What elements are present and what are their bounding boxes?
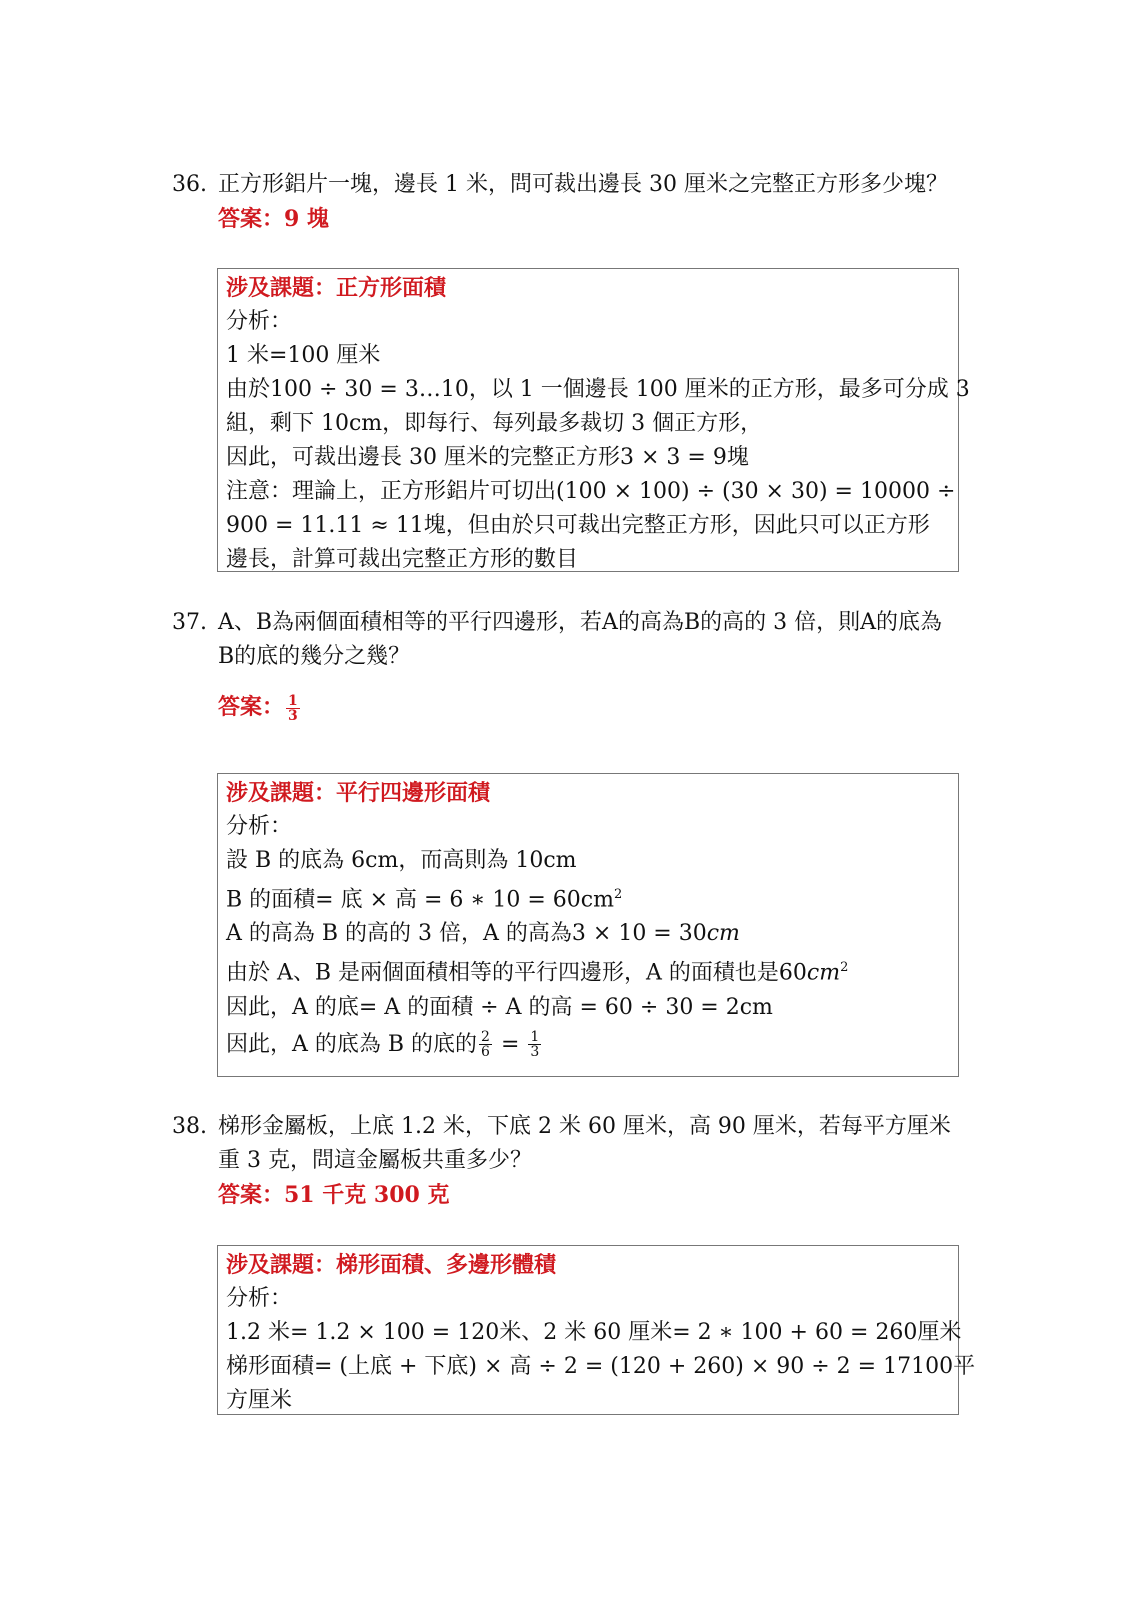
- analysis-line: 組，剩下 10cm，即每行、每列最多裁切 3 個正方形，: [226, 411, 763, 436]
- analysis-label: 分析：: [226, 309, 293, 334]
- question-text: 正方形鋁片一塊，邊長 1 米，問可裁出邊長 30 厘米之完整正方形多少塊？: [218, 172, 948, 197]
- superscript: 2: [840, 960, 849, 976]
- analysis-box-38: [217, 1245, 976, 1415]
- question-text-line-1: A、B為兩個面積相等的平行四邊形，若A的高為B的高的 3 倍，則A的底為: [218, 610, 942, 635]
- fraction-denominator: 3: [530, 1044, 540, 1061]
- answer-label: 答案：: [218, 694, 285, 720]
- unit: cm: [706, 921, 740, 947]
- analysis-line: 1.2 米= 1.2 × 100 = 120米、2 米 60 厘米= 2 ∗ 100 + 60 = 260厘米: [226, 1320, 962, 1345]
- topic-heading: 涉及課題：平行四邊形面積: [226, 780, 491, 806]
- question-number: 38.: [172, 1114, 207, 1139]
- fraction-numerator: 1: [288, 692, 298, 709]
- fraction-denominator: 3: [288, 707, 298, 724]
- topic-heading: 涉及課題：梯形面積、多邊形體積: [226, 1252, 557, 1278]
- line-text: 由於 A、B 是兩個面積相等的平行四邊形，A 的面積也是60: [226, 960, 807, 986]
- analysis-box-37: [217, 773, 959, 1077]
- superscript: 2: [613, 887, 623, 902]
- line-text: B 的面積= 底 × 高 = 6 ∗ 10 = 60cm: [226, 887, 614, 913]
- analysis-line: [226, 878, 950, 917]
- question-36: [172, 168, 952, 236]
- analysis-line: 1 米=100 厘米: [226, 343, 381, 368]
- analysis-line: 注意：理論上，正方形鋁片可切出(100 × 100) ÷ (30 × 30) = 10000 ÷: [226, 479, 956, 504]
- analysis-line: [226, 1025, 950, 1065]
- question-text-line-2: 重 3 克，問這金屬板共重多少？: [218, 1148, 532, 1173]
- analysis-label: 分析：: [226, 1286, 293, 1311]
- analysis-line: 由於100 ÷ 30 = 3…10，以 1 一個邊長 100 厘米的正方形，最多可分成 3: [226, 377, 970, 402]
- analysis-box-36: [217, 268, 970, 572]
- question-number: 36.: [172, 172, 207, 197]
- analysis-line: [226, 951, 950, 990]
- analysis-line: 梯形面積= (上底 + 下底) × 高 ÷ 2 = (120 + 260) × 90 ÷ 2 = 17100平: [226, 1354, 976, 1379]
- equals-sign: =: [493, 1031, 527, 1057]
- fraction-denominator: 6: [481, 1044, 490, 1061]
- question-number: 37.: [172, 610, 207, 635]
- topic-heading: 涉及課題：正方形面積: [226, 275, 447, 301]
- unit: cm: [806, 960, 841, 986]
- answer: 答案：9 塊: [218, 206, 329, 232]
- fraction: [479, 1030, 492, 1059]
- fraction: [528, 1030, 541, 1059]
- analysis-label: 分析：: [226, 814, 293, 839]
- answer-fraction: [286, 694, 300, 723]
- answer: 答案：51 千克 300 克: [218, 1182, 450, 1208]
- analysis-line: 設 B 的底為 6cm，而高則為 10cm: [226, 848, 577, 873]
- line-text: 因此，A 的底為 B 的底的: [226, 1031, 478, 1057]
- analysis-line: 因此，A 的底= A 的面積 ÷ A 的高 = 60 ÷ 30 = 2cm: [226, 994, 773, 1020]
- analysis-line: 邊長，計算可裁出完整正方形的數目: [226, 547, 579, 572]
- analysis-line: 方厘米: [226, 1388, 293, 1413]
- question-text-line-1: 梯形金屬板，上底 1.2 米，下底 2 米 60 厘米，高 90 厘米，若每平方厘米: [218, 1114, 951, 1139]
- question-37: [172, 606, 952, 724]
- fraction-numerator: 2: [481, 1029, 490, 1046]
- question-38: [172, 1110, 952, 1212]
- analysis-line: [226, 917, 950, 951]
- line-text: A 的高為 B 的高的 3 倍，A 的高為3 × 10 = 30: [226, 921, 707, 947]
- analysis-line: 900 = 11.11 ≈ 11塊，但由於只可裁出完整正方形，因此只可以正方形: [226, 513, 930, 538]
- question-text-line-2: B的底的幾分之幾？: [218, 644, 411, 669]
- analysis-line: 因此，可裁出邊長 30 厘米的完整正方形3 × 3 = 9塊: [226, 445, 749, 470]
- answer: [218, 690, 952, 724]
- fraction-numerator: 1: [530, 1029, 540, 1046]
